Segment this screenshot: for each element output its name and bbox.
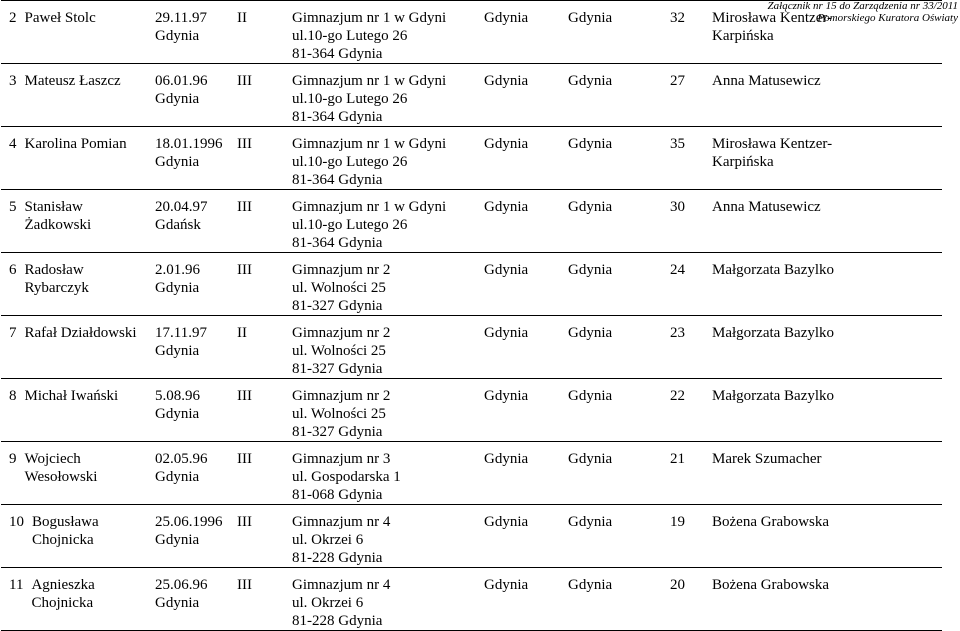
school-cell (292, 127, 484, 190)
city-cell (484, 379, 568, 442)
points: 19 (670, 514, 685, 530)
birth-date: 06.01.96 (155, 73, 208, 89)
row-number: 3 (9, 73, 17, 89)
class-level: III (237, 136, 252, 152)
points: 30 (670, 199, 685, 215)
student-name: Rybarczyk (24, 280, 89, 296)
city: Gdynia (484, 136, 529, 152)
teacher-cell (712, 1, 942, 64)
row-number: 9 (9, 451, 17, 467)
teacher-name: Marek Szumacher (712, 451, 822, 467)
city-cell (568, 1, 670, 64)
class-level: III (237, 577, 252, 593)
student-name: Stanisław (24, 199, 83, 215)
student-name: Wesołowski (24, 469, 98, 485)
school-cell (292, 253, 484, 316)
header-note-line1: Załącznik nr 15 do Zarządzenia nr 33/2011 (767, 0, 958, 12)
teacher-name: Karpińska (712, 28, 774, 44)
school-line: ul.10-go Lutego 26 (292, 91, 408, 107)
school-line: 81-228 Gdynia (292, 550, 383, 566)
city: Gdynia (484, 199, 529, 215)
birth-place: Gdynia (155, 469, 200, 485)
student-name: Wojciech (24, 451, 81, 467)
city: Gdynia (484, 514, 529, 530)
class-level: III (237, 73, 252, 89)
school-line: 81-364 Gdynia (292, 46, 383, 62)
student-name: Michał Iwański (24, 388, 119, 404)
school-line: 81-327 Gdynia (292, 298, 383, 314)
birth-place: Gdynia (155, 154, 200, 170)
row-number: 10 (9, 514, 24, 530)
student-name: Rafał Działdowski (24, 325, 137, 341)
school-line: ul.10-go Lutego 26 (292, 28, 408, 44)
teacher-cell (712, 253, 942, 316)
header-note-line2: Pomorskiego Kuratora Oświaty (817, 12, 958, 24)
school-line: Gimnazjum nr 3 (292, 451, 391, 467)
points: 32 (670, 10, 685, 26)
city: Gdynia (484, 325, 529, 341)
class-cell (237, 190, 292, 253)
student-name-cell (1, 1, 155, 64)
school-line: ul. Okrzei 6 (292, 595, 364, 611)
city: Gdynia (568, 577, 613, 593)
row-number: 7 (9, 325, 17, 341)
teacher-name: Bożena Grabowska (712, 514, 830, 530)
school-line: 81-364 Gdynia (292, 172, 383, 188)
teacher-name: Mirosława Kentzer- (712, 10, 833, 26)
student-name: Mateusz Łaszcz (24, 73, 121, 89)
birth-date: 20.04.97 (155, 199, 208, 215)
school-cell (292, 379, 484, 442)
school-cell (292, 505, 484, 568)
city-cell (568, 190, 670, 253)
school-line: Gimnazjum nr 2 (292, 325, 391, 341)
city: Gdynia (484, 577, 529, 593)
city: Gdynia (484, 262, 529, 278)
points: 35 (670, 136, 685, 152)
birth-cell (155, 253, 237, 316)
city-cell (568, 442, 670, 505)
student-name-cell (1, 253, 155, 316)
teacher-name: Karpińska (712, 154, 774, 170)
city: Gdynia (568, 262, 613, 278)
city: Gdynia (484, 388, 529, 404)
teacher-name: Anna Matusewicz (712, 73, 821, 89)
school-line: ul. Wolności 25 (292, 343, 386, 359)
student-name-cell (1, 568, 155, 631)
school-line: Gimnazjum nr 4 (292, 577, 391, 593)
points-cell (670, 379, 712, 442)
city-cell (484, 316, 568, 379)
city-cell (484, 568, 568, 631)
results-table (1, 0, 942, 631)
teacher-name: Mirosława Kentzer- (712, 136, 833, 152)
table-row (1, 316, 942, 379)
class-cell (237, 127, 292, 190)
birth-date: 18.01.1996 (155, 136, 223, 152)
school-cell (292, 316, 484, 379)
school-cell (292, 1, 484, 64)
school-line: Gimnazjum nr 1 w Gdyni (292, 10, 447, 26)
class-cell (237, 253, 292, 316)
student-name-cell (1, 127, 155, 190)
birth-date: 2.01.96 (155, 262, 200, 278)
city: Gdynia (484, 451, 529, 467)
birth-cell (155, 127, 237, 190)
birth-place: Gdynia (155, 343, 200, 359)
city: Gdynia (568, 388, 613, 404)
class-cell (237, 442, 292, 505)
class-level: III (237, 514, 252, 530)
city-cell (484, 442, 568, 505)
student-name: Chojnicka (32, 532, 94, 548)
points: 27 (670, 73, 685, 89)
city: Gdynia (568, 325, 613, 341)
city: Gdynia (568, 514, 613, 530)
points-cell (670, 505, 712, 568)
school-line: 81-228 Gdynia (292, 613, 383, 629)
teacher-cell (712, 442, 942, 505)
table-body (1, 1, 942, 631)
city-cell (484, 190, 568, 253)
teacher-name: Anna Matusewicz (712, 199, 821, 215)
school-line: ul. Wolności 25 (292, 280, 386, 296)
student-name-cell (1, 64, 155, 127)
class-cell (237, 64, 292, 127)
birth-cell (155, 442, 237, 505)
points: 22 (670, 388, 685, 404)
school-line: 81-364 Gdynia (292, 235, 383, 251)
teacher-cell (712, 505, 942, 568)
row-number: 5 (9, 199, 17, 215)
city-cell (568, 64, 670, 127)
student-name: Agnieszka (31, 577, 95, 593)
student-name-cell (1, 442, 155, 505)
points: 24 (670, 262, 685, 278)
birth-date: 25.06.1996 (155, 514, 223, 530)
class-level: III (237, 388, 252, 404)
city: Gdynia (568, 451, 613, 467)
birth-place: Gdańsk (155, 217, 201, 233)
table-row (1, 64, 942, 127)
city-cell (568, 568, 670, 631)
points-cell (670, 127, 712, 190)
points: 23 (670, 325, 685, 341)
city: Gdynia (568, 73, 613, 89)
points-cell (670, 253, 712, 316)
class-level: III (237, 262, 252, 278)
birth-date: 02.05.96 (155, 451, 208, 467)
school-line: ul.10-go Lutego 26 (292, 154, 408, 170)
school-line: Gimnazjum nr 1 w Gdyni (292, 136, 447, 152)
class-cell (237, 379, 292, 442)
student-name: Żadkowski (24, 217, 92, 233)
birth-cell (155, 505, 237, 568)
table-row (1, 190, 942, 253)
student-name: Chojnicka (31, 595, 94, 611)
city: Gdynia (568, 136, 613, 152)
school-line: 81-364 Gdynia (292, 109, 383, 125)
school-cell (292, 442, 484, 505)
birth-place: Gdynia (155, 91, 200, 107)
birth-cell (155, 1, 237, 64)
teacher-name: Bożena Grabowska (712, 577, 830, 593)
city: Gdynia (568, 199, 613, 215)
class-cell (237, 316, 292, 379)
school-cell (292, 190, 484, 253)
student-name-cell (1, 379, 155, 442)
school-line: 81-068 Gdynia (292, 487, 383, 503)
teacher-cell (712, 64, 942, 127)
birth-date: 5.08.96 (155, 388, 200, 404)
row-number: 2 (9, 10, 17, 26)
birth-cell (155, 64, 237, 127)
city-cell (568, 505, 670, 568)
row-number: 6 (9, 262, 17, 278)
student-name: Karolina Pomian (24, 136, 127, 152)
points-cell (670, 190, 712, 253)
city: Gdynia (568, 10, 613, 26)
table-row (1, 379, 942, 442)
city-cell (568, 316, 670, 379)
school-line: ul. Okrzei 6 (292, 532, 364, 548)
class-cell (237, 1, 292, 64)
teacher-cell (712, 190, 942, 253)
table-row (1, 253, 942, 316)
birth-place: Gdynia (155, 532, 200, 548)
class-level: III (237, 199, 252, 215)
school-line: Gimnazjum nr 2 (292, 262, 391, 278)
student-name-cell (1, 190, 155, 253)
school-line: 81-327 Gdynia (292, 361, 383, 377)
teacher-name: Małgorzata Bazylko (712, 388, 835, 404)
student-name-cell (1, 505, 155, 568)
city: Gdynia (484, 73, 529, 89)
city-cell (484, 64, 568, 127)
teacher-cell (712, 316, 942, 379)
class-level: II (237, 325, 247, 341)
table-row (1, 1, 942, 64)
class-level: III (237, 451, 252, 467)
city-cell (568, 127, 670, 190)
birth-cell (155, 379, 237, 442)
school-line: Gimnazjum nr 2 (292, 388, 391, 404)
school-line: ul.10-go Lutego 26 (292, 217, 408, 233)
birth-place: Gdynia (155, 28, 200, 44)
birth-date: 17.11.97 (155, 325, 207, 341)
student-name: Radosław (24, 262, 84, 278)
school-line: ul. Wolności 25 (292, 406, 386, 422)
table-row (1, 127, 942, 190)
class-cell (237, 505, 292, 568)
birth-date: 25.06.96 (155, 577, 208, 593)
table-row (1, 505, 942, 568)
school-line: ul. Gospodarska 1 (292, 469, 401, 485)
school-cell (292, 568, 484, 631)
birth-place: Gdynia (155, 595, 200, 611)
teacher-cell (712, 379, 942, 442)
points: 21 (670, 451, 685, 467)
row-number: 11 (9, 577, 24, 593)
school-line: Gimnazjum nr 1 w Gdyni (292, 199, 447, 215)
school-line: Gimnazjum nr 1 w Gdyni (292, 73, 447, 89)
teacher-name: Małgorzata Bazylko (712, 325, 835, 341)
student-name: Paweł Stolc (24, 10, 96, 26)
city: Gdynia (484, 10, 529, 26)
student-name: Bogusława (32, 514, 99, 530)
table-row (1, 442, 942, 505)
table-row (1, 568, 942, 631)
teacher-cell (712, 127, 942, 190)
points-cell (670, 442, 712, 505)
city-cell (568, 253, 670, 316)
points: 20 (670, 577, 685, 593)
class-cell (237, 568, 292, 631)
teacher-cell (712, 568, 942, 631)
city-cell (484, 127, 568, 190)
city-cell (484, 253, 568, 316)
points-cell (670, 1, 712, 64)
school-line: 81-327 Gdynia (292, 424, 383, 440)
school-cell (292, 64, 484, 127)
birth-date: 29.11.97 (155, 10, 207, 26)
birth-cell (155, 316, 237, 379)
points-cell (670, 568, 712, 631)
birth-cell (155, 568, 237, 631)
birth-cell (155, 190, 237, 253)
school-line: Gimnazjum nr 4 (292, 514, 391, 530)
points-cell (670, 316, 712, 379)
row-number: 8 (9, 388, 17, 404)
student-name-cell (1, 316, 155, 379)
row-number: 4 (9, 136, 17, 152)
city-cell (484, 1, 568, 64)
class-level: II (237, 10, 247, 26)
points-cell (670, 64, 712, 127)
city-cell (484, 505, 568, 568)
birth-place: Gdynia (155, 280, 200, 296)
birth-place: Gdynia (155, 406, 200, 422)
teacher-name: Małgorzata Bazylko (712, 262, 835, 278)
city-cell (568, 379, 670, 442)
